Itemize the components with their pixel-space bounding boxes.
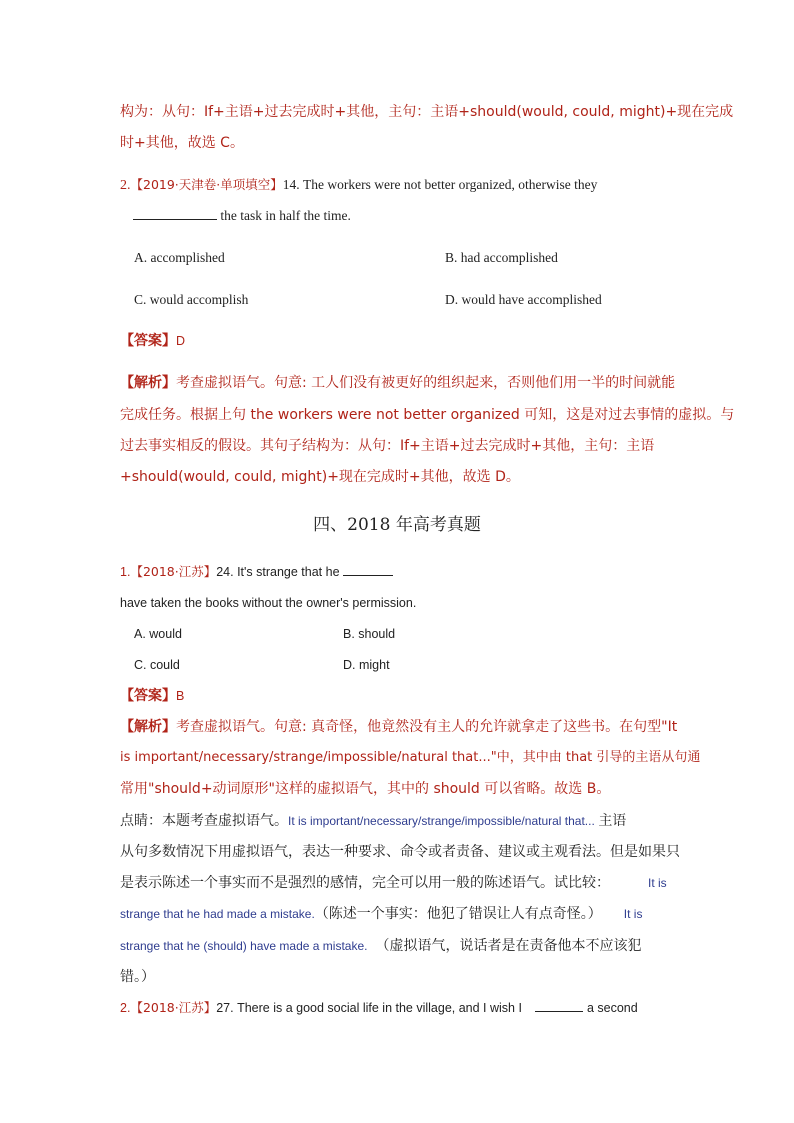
analysis-line: 【解析】考查虚拟语气。句意: 真奇怪，他竟然没有主人的允许就拿走了这些书。在句型"It xyxy=(120,719,678,735)
option-d: D. would have accomplished xyxy=(445,292,602,307)
question-text: 24. It's strange that he xyxy=(216,565,340,579)
answer-line xyxy=(120,331,185,352)
analysis-line: is important/necessary/strange/impossible/natural that..."中，其中由 that 引导的主语从句通 xyxy=(120,750,701,765)
question-source-tag: 【2018·江苏】 xyxy=(130,564,217,579)
answer-value: D xyxy=(176,334,186,348)
note-line: 从句多数情况下用虚拟语气，表达一种要求、命令或者责备、建议或主观看法。但是如果只 xyxy=(120,844,680,860)
question-2018-1-stem xyxy=(120,562,393,583)
question-text: have taken the books without the owner's permission. xyxy=(120,596,417,610)
note-line: 点睛：本题考查虚拟语气。It is important/necessary/strange/impossible/natural that... 主语 xyxy=(120,813,627,829)
question-2019-stem-cont xyxy=(133,206,351,226)
note-line: strange that he (should) have made a mistake. （虚拟语气，说话者是在责备他本不应该犯 xyxy=(120,938,642,954)
analysis-line: 完成任务。根据上句 the workers were not better organized 可知，这是对过去事情的虚拟。与 xyxy=(120,407,735,423)
section-heading: 四、2018 年高考真题 xyxy=(313,515,481,535)
analysis-line: 构为：从句：If+主语+过去完成时+其他，主句：主语+should(would, could, might)+现在完成 xyxy=(120,104,734,120)
answer-label: 【答案】 xyxy=(120,688,176,704)
question-text: a second xyxy=(586,1001,638,1015)
analysis-line: 【解析】考查虚拟语气。句意: 工人们没有被更好的组织起来，否则他们用一半的时间就能 xyxy=(120,375,676,391)
answer-value: B xyxy=(176,689,185,703)
note-label: 点睛：本题考查虚拟语气。 xyxy=(120,813,288,829)
answer-blank xyxy=(343,563,393,576)
option-c: C. could xyxy=(134,658,180,672)
question-text: 27. There is a good social life in the village, and I wish I xyxy=(216,1001,522,1015)
answer-line xyxy=(120,686,184,707)
question-number: 2. xyxy=(120,1001,131,1015)
analysis-line: +should(would, could, might)+现在完成时+其他，故选 D。 xyxy=(120,469,520,485)
option-a: A. would xyxy=(134,627,182,641)
question-number: 1. xyxy=(120,565,131,579)
note-line: 是表示陈述一个事实而不是强烈的感情，完全可以用一般的陈述语气。试比较： It is xyxy=(120,875,667,891)
question-text: the task in half the time. xyxy=(220,208,351,223)
question-text: 14. The workers were not better organized, otherwise they xyxy=(282,177,598,192)
question-source-tag: 【2019·天津卷·单项填空】 xyxy=(130,177,283,192)
answer-blank xyxy=(133,207,217,220)
note-line: 错。） xyxy=(120,969,155,985)
analysis-label: 【解析】 xyxy=(120,375,176,391)
option-a: A. accomplished xyxy=(134,250,225,265)
analysis-line: 常用"should+动词原形"这样的虚拟语气，其中的 should 可以省略。故选 B。 xyxy=(120,781,611,797)
question-2018-2-stem xyxy=(120,998,638,1019)
analysis-line: 过去事实相反的假设。其句子结构为：从句：If+主语+过去完成时+其他，主句：主语 xyxy=(120,438,655,454)
option-c: C. would accomplish xyxy=(134,292,249,307)
option-d: D. might xyxy=(343,658,390,672)
answer-label: 【答案】 xyxy=(120,333,176,349)
note-line: strange that he had made a mistake.（陈述一个事实：他犯了错误让人有点奇怪。） It is xyxy=(120,906,643,922)
analysis-label: 【解析】 xyxy=(120,719,176,735)
question-number: 2. xyxy=(120,178,131,193)
question-source-tag: 【2018·江苏】 xyxy=(130,1000,217,1015)
question-2019-stem xyxy=(120,175,597,196)
analysis-line: 时+其他，故选 C。 xyxy=(120,135,244,151)
option-b: B. should xyxy=(343,627,396,641)
answer-blank xyxy=(535,999,583,1012)
option-b: B. had accomplished xyxy=(445,250,558,265)
